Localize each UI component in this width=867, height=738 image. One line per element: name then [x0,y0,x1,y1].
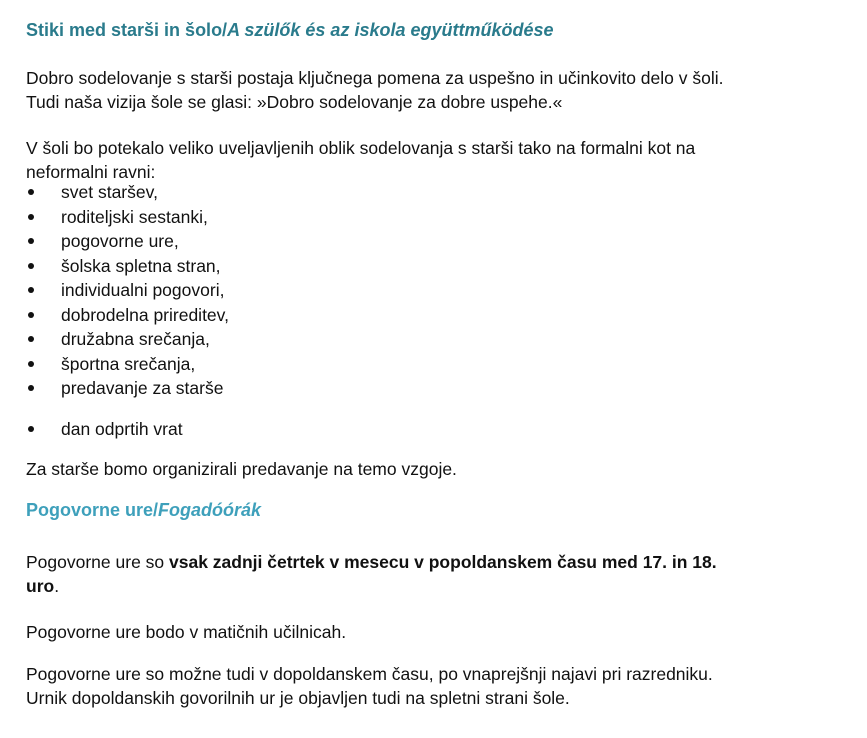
list-item [26,376,229,401]
list-item-label: športna srečanja, [61,353,196,374]
list-item-label: individualni pogovori, [61,280,225,300]
intro-paragraph [26,66,831,114]
paragraph-line: Urnik dopoldanskih govorilnih ur je objavljen tudi na spletni strani šole. [26,688,570,708]
list-item-label: roditeljski sestanki, [61,206,208,227]
list-item-label: družabna srečanja, [61,329,210,349]
paragraph-line: Za starše bomo organizirali predavanje na temo vzgoje. [26,459,457,479]
list-item [26,254,229,279]
heading-text-italic: A szülők és az iskola együttműködése [227,20,554,40]
bullet-icon [28,426,34,432]
bullet-icon [28,189,34,195]
consultation-location-paragraph [26,620,831,644]
paragraph-line: Tudi naša vizija šole se glasi: »Dobro sodelovanje za dobre uspehe.« [26,92,563,112]
paragraph-bold-text: vsak zadnji četrtek v mesecu v popoldanskem času med 17. in 18. [169,552,717,572]
list-item [26,352,229,377]
paragraph-text: Pogovorne ure so [26,552,170,572]
bullet-icon [28,263,34,269]
heading-text: Pogovorne ure/ [26,500,159,520]
bullet-icon [28,385,34,391]
paragraph-text: . [54,576,60,596]
list-item-label: predavanje za starše [61,378,224,398]
paragraph-line [26,574,831,598]
bullet-icon [28,287,34,293]
paragraph-line: Dobro sodelovanje s starši postaja ključnega pomena za uspešno in učinkovito delo v šoli. [26,68,724,88]
list-item [26,205,229,230]
consultation-schedule-paragraph [26,550,831,598]
paragraph-line [26,550,831,574]
section-heading-consultation-hours [26,500,261,521]
list-item-open-day [26,417,183,441]
bullet-icon [28,238,34,244]
bullet-icon [28,312,34,318]
list-item [26,229,229,254]
list-item-label: pogovorne ure, [61,231,179,251]
closing-paragraph [26,457,831,481]
list-item-label: šolska spletna stran, [61,255,221,276]
paragraph-line: V šoli bo potekalo veliko uveljavljenih oblik sodelovanja s starši tako na formalni kot na [26,138,696,158]
heading-text: Stiki med starši in šolo/ [26,20,228,40]
bullet-icon [28,361,34,367]
heading-text-italic: Fogadóórák [158,500,262,520]
list-item [26,180,229,205]
forms-paragraph [26,136,831,184]
bullet-icon [28,336,34,342]
section-heading-parent-contacts [26,20,554,41]
bullet-icon [28,214,34,220]
list-item [26,278,229,303]
paragraph-line: neformalni ravni: [26,162,156,182]
list-item [26,327,229,352]
consultation-morning-paragraph [26,662,831,710]
list-item [26,303,229,328]
paragraph-line: Pogovorne ure so možne tudi v dopoldanskem času, po vnaprejšnji najavi pri razredniku. [26,664,713,684]
list-item-label: dan odprtih vrat [61,419,183,439]
list-item-label: svet staršev, [61,182,158,202]
list-item-label: dobrodelna prireditev, [61,304,229,325]
paragraph-line: Pogovorne ure bodo v matičnih učilnicah. [26,622,347,642]
paragraph-bold-text: uro [26,576,55,596]
cooperation-forms-list [26,180,229,401]
